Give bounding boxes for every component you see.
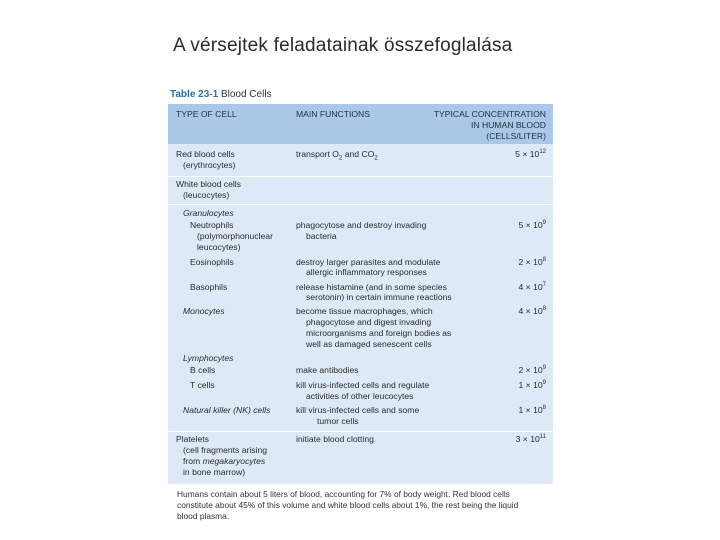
neutrophils-function: phagocytose and destroy invading <box>296 220 427 230</box>
basophils-concentration: $4 \times 10^7$ <box>518 282 546 292</box>
nk-cells-function-cont: tumor cells <box>317 416 359 426</box>
monocytes-function: become tissue macrophages, which <box>296 306 433 316</box>
table-footnote <box>177 489 547 522</box>
red-cells-type: Red blood cells <box>176 149 235 159</box>
platelets-type-sub3: in bone marrow) <box>183 467 246 477</box>
basophils-type: Basophils <box>190 282 228 292</box>
table-caption-text: Blood Cells <box>220 89 272 100</box>
basophils-function-cont: serotonin) in certain immune reactions <box>306 292 452 302</box>
t-cells-concentration: $1 \times 10^9$ <box>518 380 546 390</box>
header-main-functions: MAIN FUNCTIONS <box>296 109 370 119</box>
red-cells-type-sub: (erythrocytes) <box>183 160 236 170</box>
table-caption-number: Table 23-1 <box>170 89 219 100</box>
eosinophils-function: destroy larger parasites and modulate <box>296 257 441 267</box>
monocytes-function-cont3: well as damaged senescent cells <box>306 339 432 349</box>
neutrophils-concentration: $5 \times 10^9$ <box>518 220 546 230</box>
granulocytes-label: Granulocytes <box>183 208 234 218</box>
monocytes-concentration: $4 \times 10^8$ <box>518 306 546 316</box>
header-type-of-cell: TYPE OF CELL <box>176 109 237 119</box>
t-cells-function: kill virus-infected cells and regulate <box>296 380 430 390</box>
lymphocytes-label: Lymphocytes <box>183 353 234 363</box>
platelets-function: initiate blood clotting <box>296 434 374 444</box>
monocytes-function-cont2: microorganisms and foreign bodies as <box>306 328 452 338</box>
nk-cells-type: Natural killer (NK) cells <box>183 405 271 415</box>
row-divider <box>168 431 553 432</box>
white-cells-type: White blood cells <box>176 179 241 189</box>
row-divider <box>168 176 553 177</box>
eosinophils-concentration: $2 \times 10^8$ <box>518 257 546 267</box>
eosinophils-type: Eosinophils <box>190 257 234 267</box>
eosinophils-function-cont: allergic inflammatory responses <box>306 267 427 277</box>
table-caption <box>170 89 272 100</box>
header-concentration-line3: (CELLS/LITER) <box>486 131 546 141</box>
slide-title: A vérsejtek feladatainak összefoglalása <box>173 35 513 56</box>
red-cells-concentration: $5 \times 10^{12}$ <box>515 149 546 159</box>
platelets-type-sub: (cell fragments arising <box>183 445 268 455</box>
platelets-type: Platelets <box>176 434 209 444</box>
platelets-type-sub2: from megakaryocytes <box>183 456 266 466</box>
white-cells-type-sub: (leucocytes) <box>183 190 230 200</box>
b-cells-concentration: $2 \times 10^9$ <box>518 365 546 375</box>
monocytes-type: Monocytes <box>183 306 225 316</box>
neutrophils-type-sub: (polymorphonuclear <box>197 231 273 241</box>
b-cells-type: B cells <box>190 365 216 375</box>
monocytes-function-cont: phagocytose and digest invading <box>306 317 432 327</box>
b-cells-function: make antibodies <box>296 365 359 375</box>
footnote-line: Humans contain about 5 liters of blood, accounting for 7% of body weight. Red blood cells <box>177 489 510 499</box>
header-concentration-line1: TYPICAL CONCENTRATION <box>433 109 546 119</box>
t-cells-type: T cells <box>190 380 215 390</box>
nk-cells-concentration: $1 \times 10^8$ <box>518 405 546 415</box>
neutrophils-function-cont: bacteria <box>306 231 337 241</box>
footnote-line: constitute about 45% of this volume and white blood cells about 1%, the rest being the liquid <box>177 500 519 510</box>
blood-cells-table <box>168 104 553 484</box>
row-divider <box>168 204 553 205</box>
platelets-concentration: $3 \times 10^{11}$ <box>515 434 546 444</box>
red-cells-function: transport $O_2$ and $CO_2$ <box>296 149 378 162</box>
basophils-function: release histamine (and in some species <box>296 282 447 292</box>
footnote-line: blood plasma. <box>177 511 230 521</box>
header-concentration-line2: IN HUMAN BLOOD <box>471 120 546 130</box>
neutrophils-type-sub2: leucocytes) <box>197 242 241 252</box>
neutrophils-type: Neutrophils <box>190 220 234 230</box>
nk-cells-function: kill virus-infected cells and some <box>296 405 420 415</box>
t-cells-function-cont: activities of other leucocytes <box>306 391 414 401</box>
